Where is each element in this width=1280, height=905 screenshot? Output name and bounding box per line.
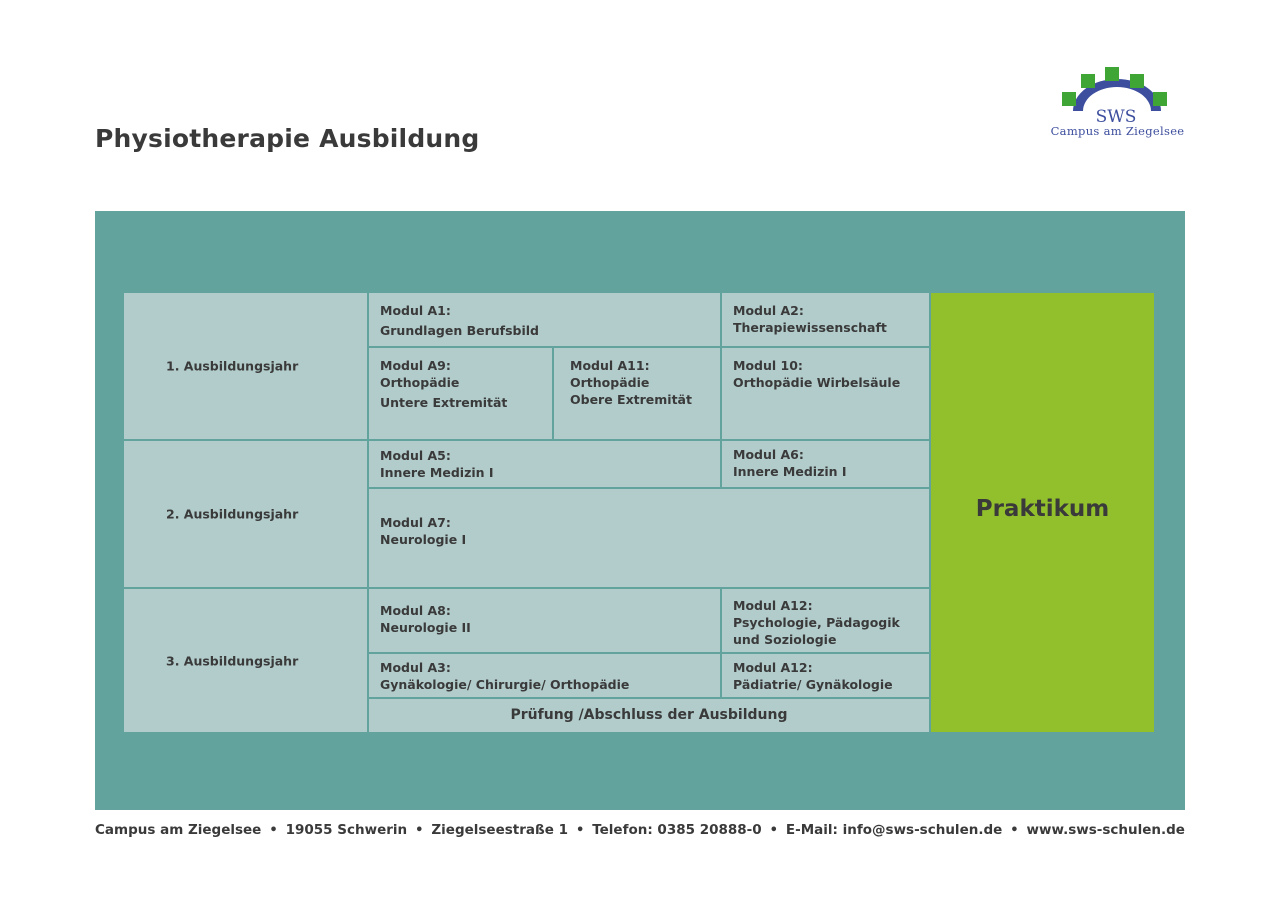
module-a2 bbox=[722, 293, 929, 346]
exam-row bbox=[369, 699, 929, 732]
exam-label: Prüfung /Abschluss der Ausbildung bbox=[510, 707, 788, 723]
year-1-cell bbox=[124, 293, 367, 439]
module-a12-psychologie-line-2: und Soziologie bbox=[733, 632, 837, 647]
module-a6-line-1: Innere Medizin I bbox=[733, 464, 847, 479]
module-a11-line-1: Orthopädie bbox=[570, 375, 650, 390]
module-a6 bbox=[722, 441, 929, 487]
module-10-line-1: Orthopädie Wirbelsäule bbox=[733, 375, 901, 390]
footer-separator: • bbox=[415, 822, 424, 838]
module-a6-title: Modul A6: bbox=[733, 447, 804, 462]
year-3-cell bbox=[124, 589, 367, 732]
module-a5-title: Modul A5: bbox=[380, 448, 451, 463]
module-a9-line-1: Orthopädie bbox=[380, 375, 460, 390]
module-a11 bbox=[554, 348, 720, 439]
module-a11-line-2: Obere Extremität bbox=[570, 392, 692, 407]
logo-graphic bbox=[1050, 64, 1185, 124]
module-a3-title: Modul A3: bbox=[380, 660, 451, 675]
module-a9-line-2: Untere Extremität bbox=[380, 395, 508, 410]
footer-separator: • bbox=[769, 822, 778, 838]
year-2-label: 2. Ausbildungsjahr bbox=[166, 506, 299, 522]
module-a9 bbox=[369, 348, 552, 439]
footer-city: 19055 Schwerin bbox=[285, 822, 408, 838]
module-a8 bbox=[369, 589, 720, 652]
module-a9-title: Modul A9: bbox=[380, 358, 451, 373]
praktikum-label: Praktikum bbox=[975, 496, 1110, 522]
module-10 bbox=[722, 348, 929, 439]
module-a12-paediatrie-line-1: Pädiatrie/ Gynäkologie bbox=[733, 677, 893, 692]
module-a2-title: Modul A2: bbox=[733, 303, 804, 318]
praktikum-block bbox=[931, 293, 1154, 732]
footer-email: E-Mail: info@sws-schulen.de bbox=[785, 822, 1003, 838]
module-a1-line-1: Grundlagen Berufsbild bbox=[380, 323, 539, 338]
module-a7-line-1: Neurologie I bbox=[380, 532, 467, 547]
footer-phone: Telefon: 0385 20888-0 bbox=[592, 822, 762, 838]
year-2-cell bbox=[124, 441, 367, 587]
module-a5-line-1: Innere Medizin I bbox=[380, 465, 494, 480]
sws-logo bbox=[1050, 64, 1185, 144]
logo-initials: SWS bbox=[1095, 107, 1137, 124]
year-1-label: 1. Ausbildungsjahr bbox=[166, 358, 299, 374]
footer-contact bbox=[95, 822, 1185, 838]
module-a5 bbox=[369, 441, 720, 487]
module-a12-psychologie bbox=[722, 589, 929, 652]
module-a7-title: Modul A7: bbox=[380, 515, 451, 530]
module-a7 bbox=[369, 489, 929, 587]
module-a12-paediatrie-title: Modul A12: bbox=[733, 660, 813, 675]
footer-website: www.sws-schulen.de bbox=[1026, 822, 1185, 838]
footer-separator: • bbox=[1010, 822, 1019, 838]
module-a8-title: Modul A8: bbox=[380, 603, 451, 618]
module-a12-psychologie-title: Modul A12: bbox=[733, 598, 813, 613]
module-a3-line-1: Gynäkologie/ Chirurgie/ Orthopädie bbox=[380, 677, 630, 692]
module-a11-title: Modul A11: bbox=[570, 358, 650, 373]
footer-separator: • bbox=[269, 822, 278, 838]
page-title: Physiotherapie Ausbildung bbox=[95, 124, 480, 153]
module-a8-line-1: Neurologie II bbox=[380, 620, 471, 635]
footer-street: Ziegelseestraße 1 bbox=[431, 822, 568, 838]
footer-campus: Campus am Ziegelsee bbox=[95, 822, 262, 838]
year-3-label: 3. Ausbildungsjahr bbox=[166, 653, 299, 668]
module-a1 bbox=[369, 293, 720, 346]
footer-separator: • bbox=[575, 822, 585, 838]
module-10-title: Modul 10: bbox=[733, 358, 803, 373]
logo-subtitle: Campus am Ziegelsee bbox=[1050, 124, 1185, 138]
module-a12-psychologie-line-1: Psychologie, Pädagogik bbox=[733, 615, 900, 630]
module-a12-paediatrie bbox=[722, 654, 929, 697]
module-a3 bbox=[369, 654, 720, 697]
module-a1-title: Modul A1: bbox=[380, 303, 451, 318]
module-a2-line-1: Therapiewissenschaft bbox=[733, 320, 887, 335]
